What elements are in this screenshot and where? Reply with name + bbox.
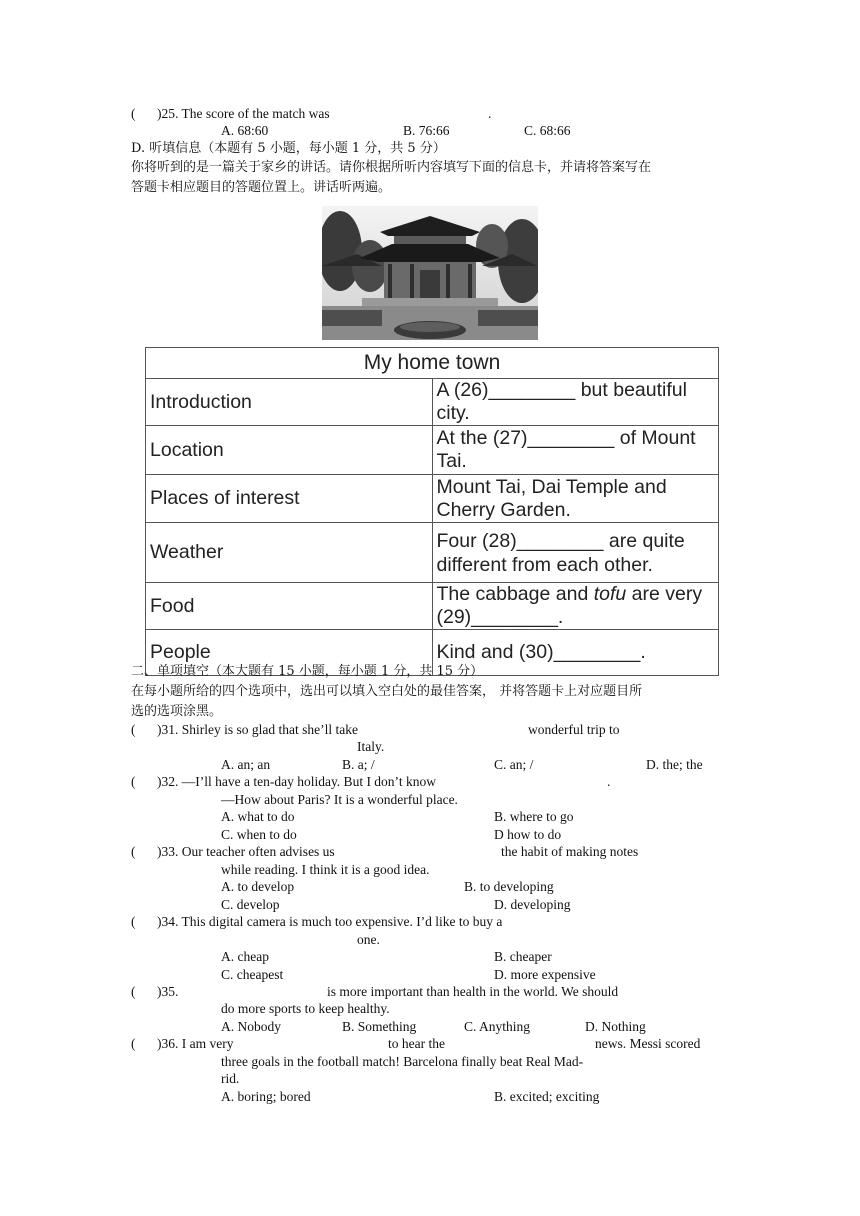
q36-stem-c: three goals in the football match! Barcelona finally beat Real Mad- [221, 1054, 584, 1069]
q34-option-a: A. cheap [221, 949, 269, 964]
q34-option-c: C. cheapest [221, 967, 284, 982]
q34-paren: ( [131, 914, 136, 929]
q35-stem-c: do more sports to keep healthy. [221, 1001, 390, 1016]
section-d-instruction-2: 答题卡相应题目的答题位置上。讲话听两遍。 [131, 180, 392, 195]
q25-period: . [488, 106, 492, 121]
food-text-post: are very (29)________. [436, 583, 703, 628]
q34-stem: )34. This digital camera is much too expensive. I’d like to buy a [157, 914, 503, 929]
food-text-pre: The cabbage and [436, 583, 594, 605]
section-2-instruction-2: 选的选项涂黑。 [131, 704, 223, 719]
row-label-introduction: Introduction [146, 379, 433, 426]
q33-paren: ( [131, 844, 136, 859]
row-label-food: Food [146, 583, 433, 630]
q31-stem-c: Italy. [357, 739, 385, 754]
q31-stem-b: wonderful trip to [528, 722, 620, 737]
q25-paren: ( [131, 106, 136, 121]
q32-option-d: D how to do [494, 827, 562, 842]
temple-photo [322, 206, 538, 340]
q33-option-b: B. to developing [464, 879, 554, 894]
q33-option-d: D. developing [494, 897, 571, 912]
q36-stem-b2: news. Messi scored [595, 1036, 701, 1051]
q34-option-d: D. more expensive [494, 967, 596, 982]
q36-stem-b: to hear the [388, 1036, 445, 1051]
q31-option-c: C. an; / [494, 757, 534, 772]
q32-stem: )32. —I’ll have a ten-day holiday. But I don’t know [157, 774, 436, 789]
q32-option-a: A. what to do [221, 809, 295, 824]
q35-option-a: A. Nobody [221, 1019, 281, 1034]
q31-option-a: A. an; an [221, 757, 271, 772]
q33-stem-c: while reading. I think it is a good idea. [221, 862, 430, 877]
q35-option-d: D. Nothing [585, 1019, 646, 1034]
q36-option-a: A. boring; bored [221, 1089, 311, 1104]
q32-paren: ( [131, 774, 136, 789]
q31-stem: )31. Shirley is so glad that she’ll take [157, 722, 358, 737]
section-2-title: 二、单项填空（本大题有 15 小题，每小题 1 分，共 15 分） [131, 664, 484, 679]
q31-paren: ( [131, 722, 136, 737]
row-label-places: Places of interest [146, 475, 433, 523]
q34-stem-c: one. [357, 932, 380, 947]
q34-option-b: B. cheaper [494, 949, 552, 964]
row-content-people: Kind and (30)________. [432, 630, 719, 676]
row-label-location: Location [146, 426, 433, 475]
section-2-instruction-1: 在每小题所给的四个选项中，选出可以填入空白处的最佳答案， 并将答题卡上对应题目所 [131, 684, 643, 699]
q36-paren: ( [131, 1036, 136, 1051]
q25-option-c: C. 68:66 [524, 123, 571, 138]
q25-option-a: A. 68:60 [221, 123, 269, 138]
q35-stem: )35. [157, 984, 179, 999]
row-label-people: People [146, 630, 433, 676]
table-title: My home town [146, 348, 719, 379]
row-content-location: At the (27)________ of Mount Tai. [432, 426, 719, 475]
q35-paren: ( [131, 984, 136, 999]
q36-stem: )36. I am very [157, 1036, 234, 1051]
q35-option-b: B. Something [342, 1019, 417, 1034]
row-content-places: Mount Tai, Dai Temple and Cherry Garden. [432, 475, 719, 523]
row-content-food [432, 583, 719, 630]
q32-stem-c: —How about Paris? It is a wonderful place. [221, 792, 458, 807]
row-label-weather: Weather [146, 523, 433, 583]
q32-option-b: B. where to go [494, 809, 574, 824]
q33-stem-b: the habit of making notes [501, 844, 639, 859]
q25-stem: )25. The score of the match was [157, 106, 330, 121]
q33-stem: )33. Our teacher often advises us [157, 844, 335, 859]
q31-option-b: B. a; / [342, 757, 375, 772]
q32-period: . [607, 774, 611, 789]
q25-option-b: B. 76:66 [403, 123, 450, 138]
section-d-title: D. 听填信息（本题有 5 小题，每小题 1 分，共 5 分） [131, 141, 446, 156]
food-text-italic: tofu [593, 583, 627, 605]
q32-option-c: C. when to do [221, 827, 297, 842]
home-town-table [145, 347, 719, 676]
q33-option-c: C. develop [221, 897, 280, 912]
q36-stem-d: rid. [221, 1071, 240, 1086]
section-d-instruction-1: 你将听到的是一篇关于家乡的讲话。请你根据所听内容填写下面的信息卡，并请将答案写在 [131, 160, 652, 175]
q33-option-a: A. to develop [221, 879, 295, 894]
q35-stem-b: is more important than health in the world. We should [327, 984, 619, 999]
q35-option-c: C. Anything [464, 1019, 531, 1034]
q31-option-d: D. the; the [646, 757, 703, 772]
q36-option-b: B. excited; exciting [494, 1089, 600, 1104]
row-content-introduction: A (26)________ but beautiful city. [432, 379, 719, 426]
row-content-weather: Four (28)________ are quite different from each other. [432, 523, 719, 583]
